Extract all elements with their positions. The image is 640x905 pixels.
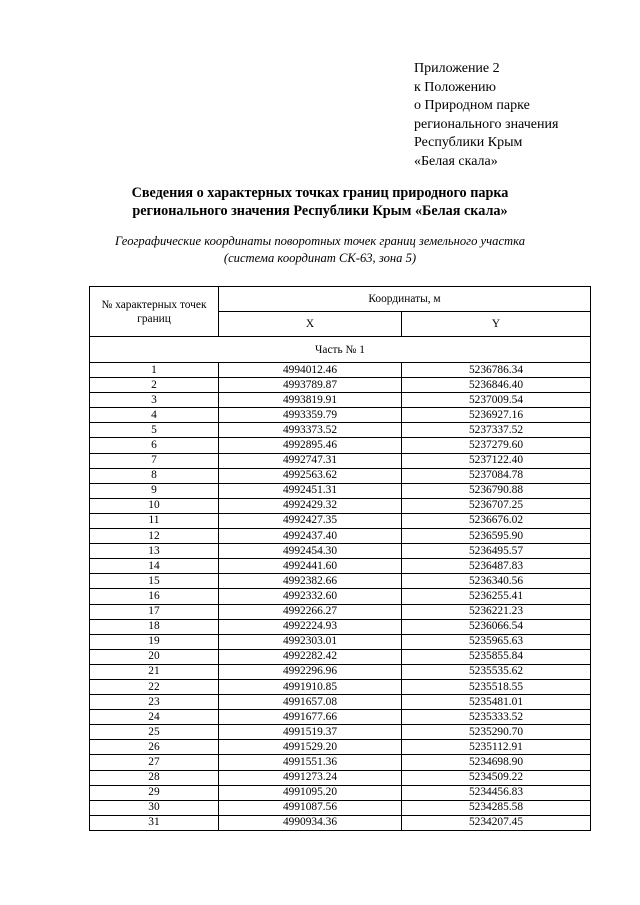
- cell-y: 5235535.62: [402, 664, 591, 679]
- cell-x: 4992429.32: [219, 498, 402, 513]
- cell-x: 4992282.42: [219, 649, 402, 664]
- subtitle-line: Географические координаты поворотных точек границ земельного участка: [115, 234, 525, 248]
- table-row: [90, 710, 591, 725]
- cell-point-number: 26: [90, 740, 219, 755]
- cell-y: 5235518.55: [402, 679, 591, 694]
- cell-x: 4991273.24: [219, 770, 402, 785]
- cell-y: 5236707.25: [402, 498, 591, 513]
- cell-point-number: 15: [90, 574, 219, 589]
- cell-point-number: 3: [90, 393, 219, 408]
- cell-y: 5234509.22: [402, 770, 591, 785]
- cell-point-number: 25: [90, 725, 219, 740]
- cell-point-number: 29: [90, 785, 219, 800]
- cell-point-number: 2: [90, 378, 219, 393]
- cell-y: 5236255.41: [402, 589, 591, 604]
- cell-x: 4992303.01: [219, 634, 402, 649]
- cell-y: 5234456.83: [402, 785, 591, 800]
- table-row: [90, 695, 591, 710]
- cell-y: 5236846.40: [402, 378, 591, 393]
- appendix-line: Республики Крым: [414, 135, 523, 151]
- cell-y: 5234285.58: [402, 800, 591, 815]
- cell-point-number: 1: [90, 363, 219, 378]
- cell-point-number: 22: [90, 679, 219, 694]
- title-line: Сведения о характерных точках границ природного парка: [131, 185, 509, 201]
- appendix-block: [414, 60, 624, 172]
- table-row: [90, 664, 591, 679]
- cell-point-number: 4: [90, 408, 219, 423]
- table-row: [90, 438, 591, 453]
- cell-point-number: 28: [90, 770, 219, 785]
- cell-x: 4991677.66: [219, 710, 402, 725]
- cell-x: 4992441.60: [219, 559, 402, 574]
- cell-point-number: 23: [90, 695, 219, 710]
- document-subtitle: [0, 233, 640, 267]
- cell-x: 4991095.20: [219, 785, 402, 800]
- table-row: [90, 559, 591, 574]
- cell-point-number: 20: [90, 649, 219, 664]
- table-row: [90, 483, 591, 498]
- table-header-row: [90, 287, 591, 312]
- table-row: [90, 634, 591, 649]
- cell-x: 4993819.91: [219, 393, 402, 408]
- cell-point-number: 24: [90, 710, 219, 725]
- cell-point-number: 14: [90, 559, 219, 574]
- cell-x: 4992224.93: [219, 619, 402, 634]
- table-row: [90, 649, 591, 664]
- table-row: [90, 770, 591, 785]
- table-row: [90, 604, 591, 619]
- table-row: [90, 679, 591, 694]
- table-row: [90, 740, 591, 755]
- cell-x: 4991519.37: [219, 725, 402, 740]
- cell-y: 5235290.70: [402, 725, 591, 740]
- cell-point-number: 11: [90, 513, 219, 528]
- cell-x: 4992382.66: [219, 574, 402, 589]
- cell-y: 5237337.52: [402, 423, 591, 438]
- cell-y: 5236066.54: [402, 619, 591, 634]
- document-title: [0, 184, 640, 220]
- cell-y: 5235112.91: [402, 740, 591, 755]
- cell-x: 4994012.46: [219, 363, 402, 378]
- part-label: Часть № 1: [90, 337, 591, 363]
- cell-x: 4992437.40: [219, 529, 402, 544]
- appendix-line: Приложение 2: [414, 61, 500, 76]
- cell-y: 5236676.02: [402, 513, 591, 528]
- cell-y: 5237009.54: [402, 393, 591, 408]
- cell-y: 5234207.45: [402, 815, 591, 830]
- cell-x: 4992747.31: [219, 453, 402, 468]
- cell-y: 5236340.56: [402, 574, 591, 589]
- cell-point-number: 10: [90, 498, 219, 513]
- table-row: [90, 619, 591, 634]
- cell-y: 5236595.90: [402, 529, 591, 544]
- table-row: [90, 755, 591, 770]
- cell-y: 5236487.83: [402, 559, 591, 574]
- cell-point-number: 27: [90, 755, 219, 770]
- cell-y: 5237084.78: [402, 468, 591, 483]
- table-row: [90, 378, 591, 393]
- cell-y: 5236221.23: [402, 604, 591, 619]
- cell-x: 4992451.31: [219, 483, 402, 498]
- cell-y: 5234698.90: [402, 755, 591, 770]
- cell-point-number: 31: [90, 815, 219, 830]
- table-row: [90, 589, 591, 604]
- cell-point-number: 19: [90, 634, 219, 649]
- cell-x: 4993359.79: [219, 408, 402, 423]
- cell-x: 4992895.46: [219, 438, 402, 453]
- cell-x: 4992332.60: [219, 589, 402, 604]
- cell-point-number: 5: [90, 423, 219, 438]
- table-row: [90, 393, 591, 408]
- cell-x: 4991087.56: [219, 800, 402, 815]
- cell-point-number: 8: [90, 468, 219, 483]
- cell-x: 4992266.27: [219, 604, 402, 619]
- cell-x: 4991529.20: [219, 740, 402, 755]
- table-row: [90, 725, 591, 740]
- subtitle-line: (система координат СК-63, зона 5): [223, 251, 417, 265]
- table-row: [90, 498, 591, 513]
- cell-y: 5237122.40: [402, 453, 591, 468]
- cell-point-number: 6: [90, 438, 219, 453]
- cell-point-number: 16: [90, 589, 219, 604]
- cell-y: 5236927.16: [402, 408, 591, 423]
- cell-point-number: 12: [90, 529, 219, 544]
- table-row: [90, 544, 591, 559]
- header-coordinates: Координаты, м: [219, 287, 591, 312]
- table-row: [90, 529, 591, 544]
- header-x: X: [219, 312, 402, 337]
- table-row: [90, 408, 591, 423]
- table-row: [90, 815, 591, 830]
- cell-y: 5235855.84: [402, 649, 591, 664]
- appendix-line: к Положению: [414, 79, 497, 95]
- appendix-line: о Природном парке: [414, 98, 530, 114]
- table-row: [90, 800, 591, 815]
- cell-point-number: 17: [90, 604, 219, 619]
- cell-point-number: 13: [90, 544, 219, 559]
- table-row: [90, 453, 591, 468]
- cell-y: 5236786.34: [402, 363, 591, 378]
- cell-y: 5236495.57: [402, 544, 591, 559]
- table-row: [90, 513, 591, 528]
- cell-x: 4990934.36: [219, 815, 402, 830]
- header-y: Y: [402, 312, 591, 337]
- cell-y: 5236790.88: [402, 483, 591, 498]
- cell-x: 4991910.85: [219, 679, 402, 694]
- coordinates-table: [89, 286, 591, 831]
- cell-x: 4992454.30: [219, 544, 402, 559]
- table-row: [90, 363, 591, 378]
- cell-x: 4992563.62: [219, 468, 402, 483]
- table-row: [90, 785, 591, 800]
- part-row: [90, 337, 591, 363]
- cell-point-number: 21: [90, 664, 219, 679]
- appendix-line: «Белая скала»: [414, 153, 498, 169]
- cell-y: 5235481.01: [402, 695, 591, 710]
- cell-point-number: 7: [90, 453, 219, 468]
- cell-point-number: 30: [90, 800, 219, 815]
- cell-x: 4991551.36: [219, 755, 402, 770]
- cell-x: 4992296.96: [219, 664, 402, 679]
- cell-x: 4992427.35: [219, 513, 402, 528]
- title-line: регионального значения Республики Крым «Белая скала»: [132, 203, 508, 219]
- cell-y: 5235965.63: [402, 634, 591, 649]
- cell-point-number: 9: [90, 483, 219, 498]
- table-row: [90, 574, 591, 589]
- cell-y: 5237279.60: [402, 438, 591, 453]
- cell-point-number: 18: [90, 619, 219, 634]
- cell-x: 4991657.08: [219, 695, 402, 710]
- table-row: [90, 468, 591, 483]
- table-row: [90, 423, 591, 438]
- cell-x: 4993373.52: [219, 423, 402, 438]
- cell-x: 4993789.87: [219, 378, 402, 393]
- appendix-line: регионального значения: [414, 116, 559, 132]
- cell-y: 5235333.52: [402, 710, 591, 725]
- header-point-number: № характерных точек границ: [90, 287, 219, 337]
